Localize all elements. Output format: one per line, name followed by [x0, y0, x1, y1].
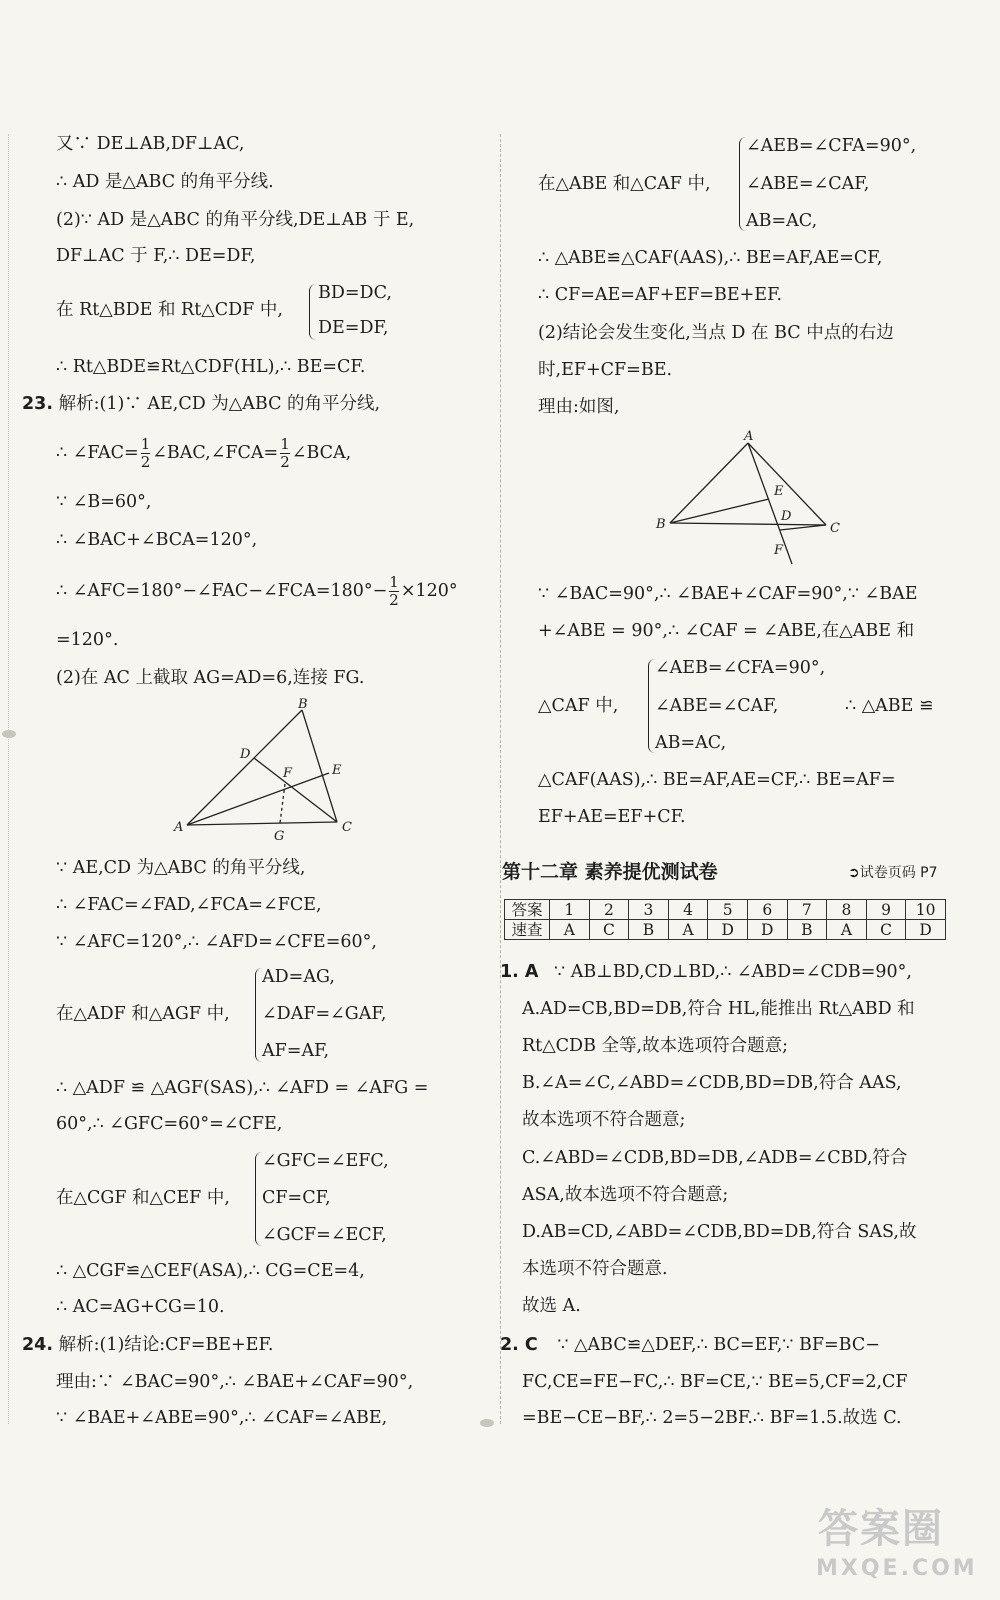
text-line: 在△ABE 和△CAF 中,: [538, 174, 711, 194]
table-cell: 1: [550, 900, 590, 920]
question-text: ∵ AB⊥BD,CD⊥BD,∴ ∠ABD=∠CDB=90°,: [554, 962, 912, 982]
system-brace: [255, 968, 262, 1062]
text-line: ∵ ∠BAC=90°,∴ ∠BAE+∠CAF=90°,∵ ∠BAE: [538, 584, 918, 604]
text-line: =120°.: [56, 630, 119, 650]
equation: AD=AG,: [262, 967, 335, 987]
text-line: 在△ADF 和△AGF 中,: [56, 1004, 230, 1024]
watermark-url: MXQE.COM: [816, 1556, 978, 1581]
vertex-label-a: A: [174, 820, 184, 835]
vertex-label-c: C: [342, 820, 352, 835]
fraction-line: [56, 430, 351, 476]
table-cell: 8: [827, 900, 867, 920]
text-segment: ∠BAC,∠FCA=: [152, 443, 279, 463]
equation: ∠ABE=∠CAF,: [746, 174, 870, 194]
question-number: 1. A: [500, 962, 539, 982]
table-cell: 10: [906, 900, 946, 920]
text-line: B.∠A=∠C,∠ABD=∠CDB,BD=DB,符合 AAS,: [522, 1073, 902, 1093]
vertex-label-a: A: [744, 429, 754, 444]
numerator: 1: [389, 573, 399, 591]
table-cell: 9: [866, 900, 906, 920]
table-cell: C: [589, 920, 629, 940]
text-line: ∵ ∠B=60°,: [56, 492, 152, 512]
question-2: [500, 1333, 880, 1357]
text-line: ∴ △CGF≌△CEF(ASA),∴ CG=CE=4,: [56, 1261, 365, 1281]
system-brace: [648, 659, 655, 753]
system-brace: [739, 137, 746, 231]
triangle-figure-2: [648, 428, 848, 573]
point-label-d: D: [781, 509, 792, 524]
point-label-e: E: [332, 763, 342, 778]
table-row: [505, 900, 946, 920]
table-cell: 7: [787, 900, 827, 920]
question-number: 2. C: [500, 1335, 538, 1355]
table-cell: 4: [668, 900, 708, 920]
answer-table: [504, 899, 946, 940]
table-cell: D: [708, 920, 748, 940]
text-line: ∴ ∠BAC+∠BCA=120°,: [56, 530, 258, 550]
equation: ∠DAF=∠GAF,: [262, 1004, 387, 1024]
text-segment: ∴ ∠FAC=: [56, 443, 139, 463]
table-cell: B: [629, 920, 669, 940]
question-1: [500, 960, 912, 984]
system-brace: [255, 1152, 262, 1246]
text-line: ∴ △ADF ≌ △AGF(SAS),∴ ∠AFD = ∠AFG =: [56, 1078, 429, 1098]
vertex-label-b: B: [656, 517, 666, 532]
text-line: ∵ ∠BAE+∠ABE=90°,∴ ∠CAF=∠ABE,: [56, 1408, 388, 1428]
point-label-f: F: [283, 766, 293, 781]
triangle-figure-1: [172, 698, 382, 843]
text-line: ∴ ∠FAC=∠FAD,∠FCA=∠FCE,: [56, 895, 322, 915]
chapter-title: 第十二章 素养提优测试卷: [502, 861, 718, 883]
text-line: (2)在 AC 上截取 AG=AD=6,连接 FG.: [56, 668, 365, 688]
text-segment: ∠BCA,: [291, 443, 352, 463]
numerator: 1: [140, 435, 151, 453]
text-line: =BE−CE−BF,∴ 2=5−2BF.∴ BF=1.5.故选 C.: [522, 1408, 902, 1428]
scan-mark: [480, 1419, 494, 1427]
text-line: ∵ AE,CD 为△ABC 的角平分线,: [56, 858, 306, 878]
text-line: ∴ CF=AE=AF+EF=BE+EF.: [538, 285, 783, 305]
text-line: 理由:∵ ∠BAC=90°,∴ ∠BAE+∠CAF=90°,: [56, 1372, 414, 1392]
vertex-label-d: D: [240, 747, 251, 762]
denominator: 2: [280, 453, 290, 471]
equation: ∠AEB=∠CFA=90°,: [655, 658, 826, 678]
table-cell: A: [668, 920, 708, 940]
table-cell: A: [827, 920, 867, 940]
equation: ∠ABE=∠CAF,: [655, 696, 779, 716]
text-line: ∴ △ABE≌△CAF(AAS),∴ BE=AF,AE=CF,: [538, 248, 883, 268]
fraction: [389, 574, 399, 609]
text-line: 时,EF+CF=BE.: [538, 360, 673, 380]
text-line: (2)结论会发生变化,当点 D 在 BC 中点的右边: [538, 323, 894, 343]
question-23: [22, 392, 380, 416]
text-line: 本选项不符合题意.: [522, 1259, 668, 1279]
table-cell: B: [787, 920, 827, 940]
question-text: 解析:(1)结论:CF=BE+EF.: [58, 1335, 274, 1355]
table-row: [505, 920, 946, 940]
text-line: D.AB=CD,∠ABD=∠CDB,BD=DB,符合 SAS,故: [522, 1222, 917, 1242]
column-divider: [500, 134, 501, 1424]
denominator: 2: [389, 591, 399, 609]
table-header: 答案: [505, 900, 550, 920]
numerator: 1: [280, 435, 290, 453]
point-label-f: F: [774, 543, 784, 558]
text-segment: ∴ ∠AFC=180°−∠FAC−∠FCA=180°−: [56, 581, 388, 601]
text-line: A.AD=CB,BD=DB,符合 HL,能推出 Rt△ABD 和: [522, 999, 915, 1019]
text-line: 故本选项不符合题意;: [522, 1110, 686, 1130]
table-cell: 2: [589, 900, 629, 920]
text-line: ∴ Rt△BDE≌Rt△CDF(HL),∴ BE=CF.: [56, 357, 366, 377]
table-cell: D: [906, 920, 946, 940]
text-line: 理由:如图,: [538, 397, 620, 417]
equation: AF=AF,: [262, 1041, 330, 1061]
equation: BD=DC,: [318, 283, 392, 303]
equation: ∠AEB=∠CFA=90°,: [746, 136, 917, 156]
text-line: △CAF 中,: [538, 696, 619, 716]
text-line: 又∵ DE⊥AB,DF⊥AC,: [56, 134, 245, 154]
text-line: 故选 A.: [522, 1296, 581, 1316]
fraction: [141, 436, 151, 471]
fraction-line: [56, 568, 458, 614]
text-line: +∠ABE = 90°,∴ ∠CAF = ∠ABE,在△ABE 和: [538, 621, 915, 641]
system-brace: [309, 284, 316, 340]
table-cell: 5: [708, 900, 748, 920]
equation: ∠GFC=∠EFC,: [262, 1151, 389, 1171]
question-number: 24.: [22, 1335, 54, 1355]
point-label-g: G: [274, 829, 285, 843]
table-cell: 6: [747, 900, 787, 920]
table-cell: D: [747, 920, 787, 940]
text-line: DF⊥AC 于 F,∴ DE=DF,: [56, 246, 256, 266]
text-segment: ×120°: [400, 581, 458, 601]
text-line: EF+AE=EF+CF.: [538, 807, 686, 827]
text-line: ∴ △ABE ≌: [845, 696, 934, 716]
scan-mark: [2, 730, 16, 738]
text-line: ∴ AC=AG+CG=10.: [56, 1297, 225, 1317]
vertex-label-c: C: [830, 521, 840, 536]
denominator: 2: [140, 453, 151, 471]
fraction: [280, 436, 290, 471]
text-line: Rt△CDB 全等,故本选项符合题意;: [522, 1036, 788, 1056]
text-line: C.∠ABD=∠CDB,BD=DB,∠ADB=∠CBD,符合: [522, 1148, 908, 1168]
question-number: 23.: [22, 394, 54, 414]
left-margin-line: [8, 134, 9, 1424]
equation: ∠GCF=∠ECF,: [262, 1225, 387, 1245]
page-reference: ➲试卷页码 P7: [848, 865, 938, 881]
table-header: 速查: [505, 920, 550, 940]
watermark-logo: 答案圈: [818, 1506, 944, 1552]
point-label-e: E: [774, 484, 784, 499]
text-line: (2)∵ AD 是△ABC 的角平分线,DE⊥AB 于 E,: [56, 210, 415, 230]
text-line: 在 Rt△BDE 和 Rt△CDF 中,: [56, 300, 283, 320]
text-line: 在△CGF 和△CEF 中,: [56, 1188, 230, 1208]
table-cell: A: [550, 920, 590, 940]
question-text: 解析:(1)∵ AE,CD 为△ABC 的角平分线,: [58, 394, 381, 414]
equation: AB=AC,: [746, 211, 818, 231]
text-line: △CAF(AAS),∴ BE=AF,AE=CF,∴ BE=AF=: [538, 770, 896, 790]
table-cell: C: [866, 920, 906, 940]
equation: DE=DF,: [318, 318, 389, 338]
text-line: FC,CE=FE−FC,∴ BF=CE,∵ BE=5,CF=2,CF: [522, 1372, 908, 1392]
equation: AB=AC,: [655, 733, 727, 753]
text-line: ASA,故本选项不符合题意;: [522, 1185, 729, 1205]
text-line: ∵ ∠AFC=120°,∴ ∠AFD=∠CFE=60°,: [56, 932, 377, 952]
text-line: ∴ AD 是△ABC 的角平分线.: [56, 172, 274, 192]
table-cell: 3: [629, 900, 669, 920]
equation: CF=CF,: [262, 1188, 331, 1208]
question-24: [22, 1333, 273, 1357]
question-text: ∵ △ABC≌△DEF,∴ BC=EF,∵ BF=BC−: [557, 1335, 880, 1355]
vertex-label-b: B: [298, 698, 308, 712]
text-line: 60°,∴ ∠GFC=60°=∠CFE,: [56, 1114, 283, 1134]
